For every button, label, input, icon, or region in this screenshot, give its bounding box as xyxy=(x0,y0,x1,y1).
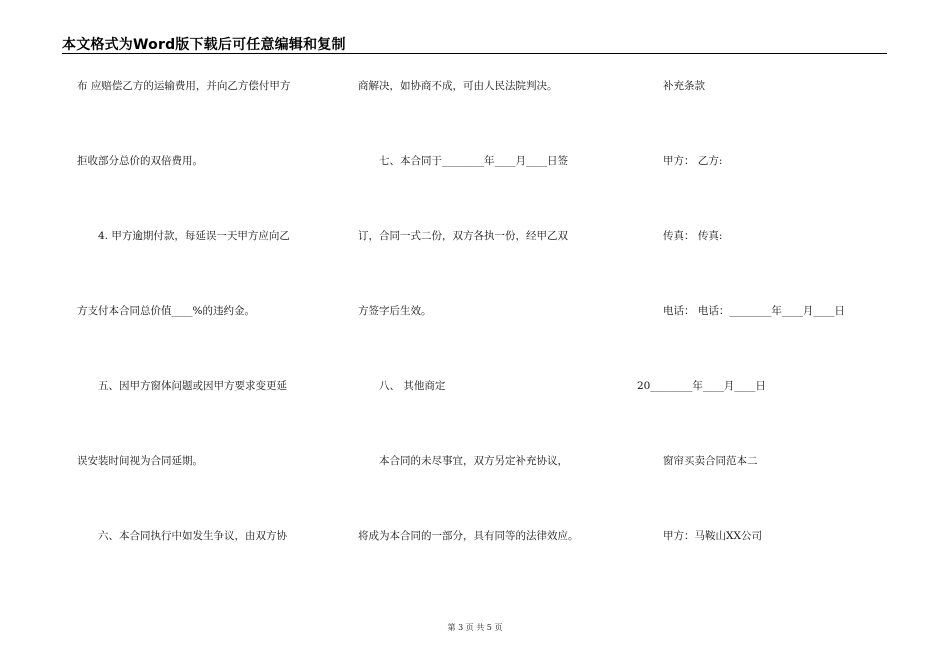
left-line-3: 4. 甲方逾期付款，每延误一天甲方应向乙 xyxy=(98,230,290,242)
right-line-4: 电话： 电话：________年____月____日 xyxy=(663,305,845,317)
left-line-2: 拒收部分总价的双倍费用。 xyxy=(77,155,203,167)
right-line-3: 传真： 传真: xyxy=(663,230,723,242)
left-line-4: 方支付本合同总价值____%的违约金。 xyxy=(77,305,255,317)
middle-line-6: 本合同的未尽事宜，双方另定补充协议， xyxy=(379,455,568,467)
right-line-1: 补充条款 xyxy=(663,80,705,92)
middle-line-1: 商解决，如协商不成，可由人民法院判决。 xyxy=(358,80,558,92)
left-line-5: 五、因甲方窗体问题或因甲方要求变更延 xyxy=(98,380,287,392)
page-indicator: 第 3 页 共 5 页 xyxy=(447,623,503,632)
middle-line-4: 方签字后生效。 xyxy=(358,305,432,317)
left-line-1: 布 应赔偿乙方的运输费用，并向乙方偿付甲方 xyxy=(77,80,291,92)
right-line-5: 20________年____月____日 xyxy=(637,380,766,392)
middle-line-2: 七、本合同于________年____月____日签 xyxy=(379,155,568,167)
middle-line-7: 将成为本合同的一部分，具有同等的法律效应。 xyxy=(358,530,579,542)
document-header-title: 本文格式为Word版下载后可任意编辑和复制 xyxy=(62,37,346,53)
right-line-6: 窗帘买卖合同范本二 xyxy=(663,455,758,467)
left-line-7: 六、本合同执行中如发生争议，由双方协 xyxy=(98,530,287,542)
middle-line-5: 八、 其他商定 xyxy=(379,380,446,392)
middle-line-3: 订，合同一式二份，双方各执一份，经甲乙双 xyxy=(358,230,568,242)
right-line-7: 甲方：马鞍山XX公司 xyxy=(663,530,762,542)
left-line-6: 误安装时间视为合同延期。 xyxy=(77,455,203,467)
right-line-2: 甲方： 乙方: xyxy=(663,155,723,167)
